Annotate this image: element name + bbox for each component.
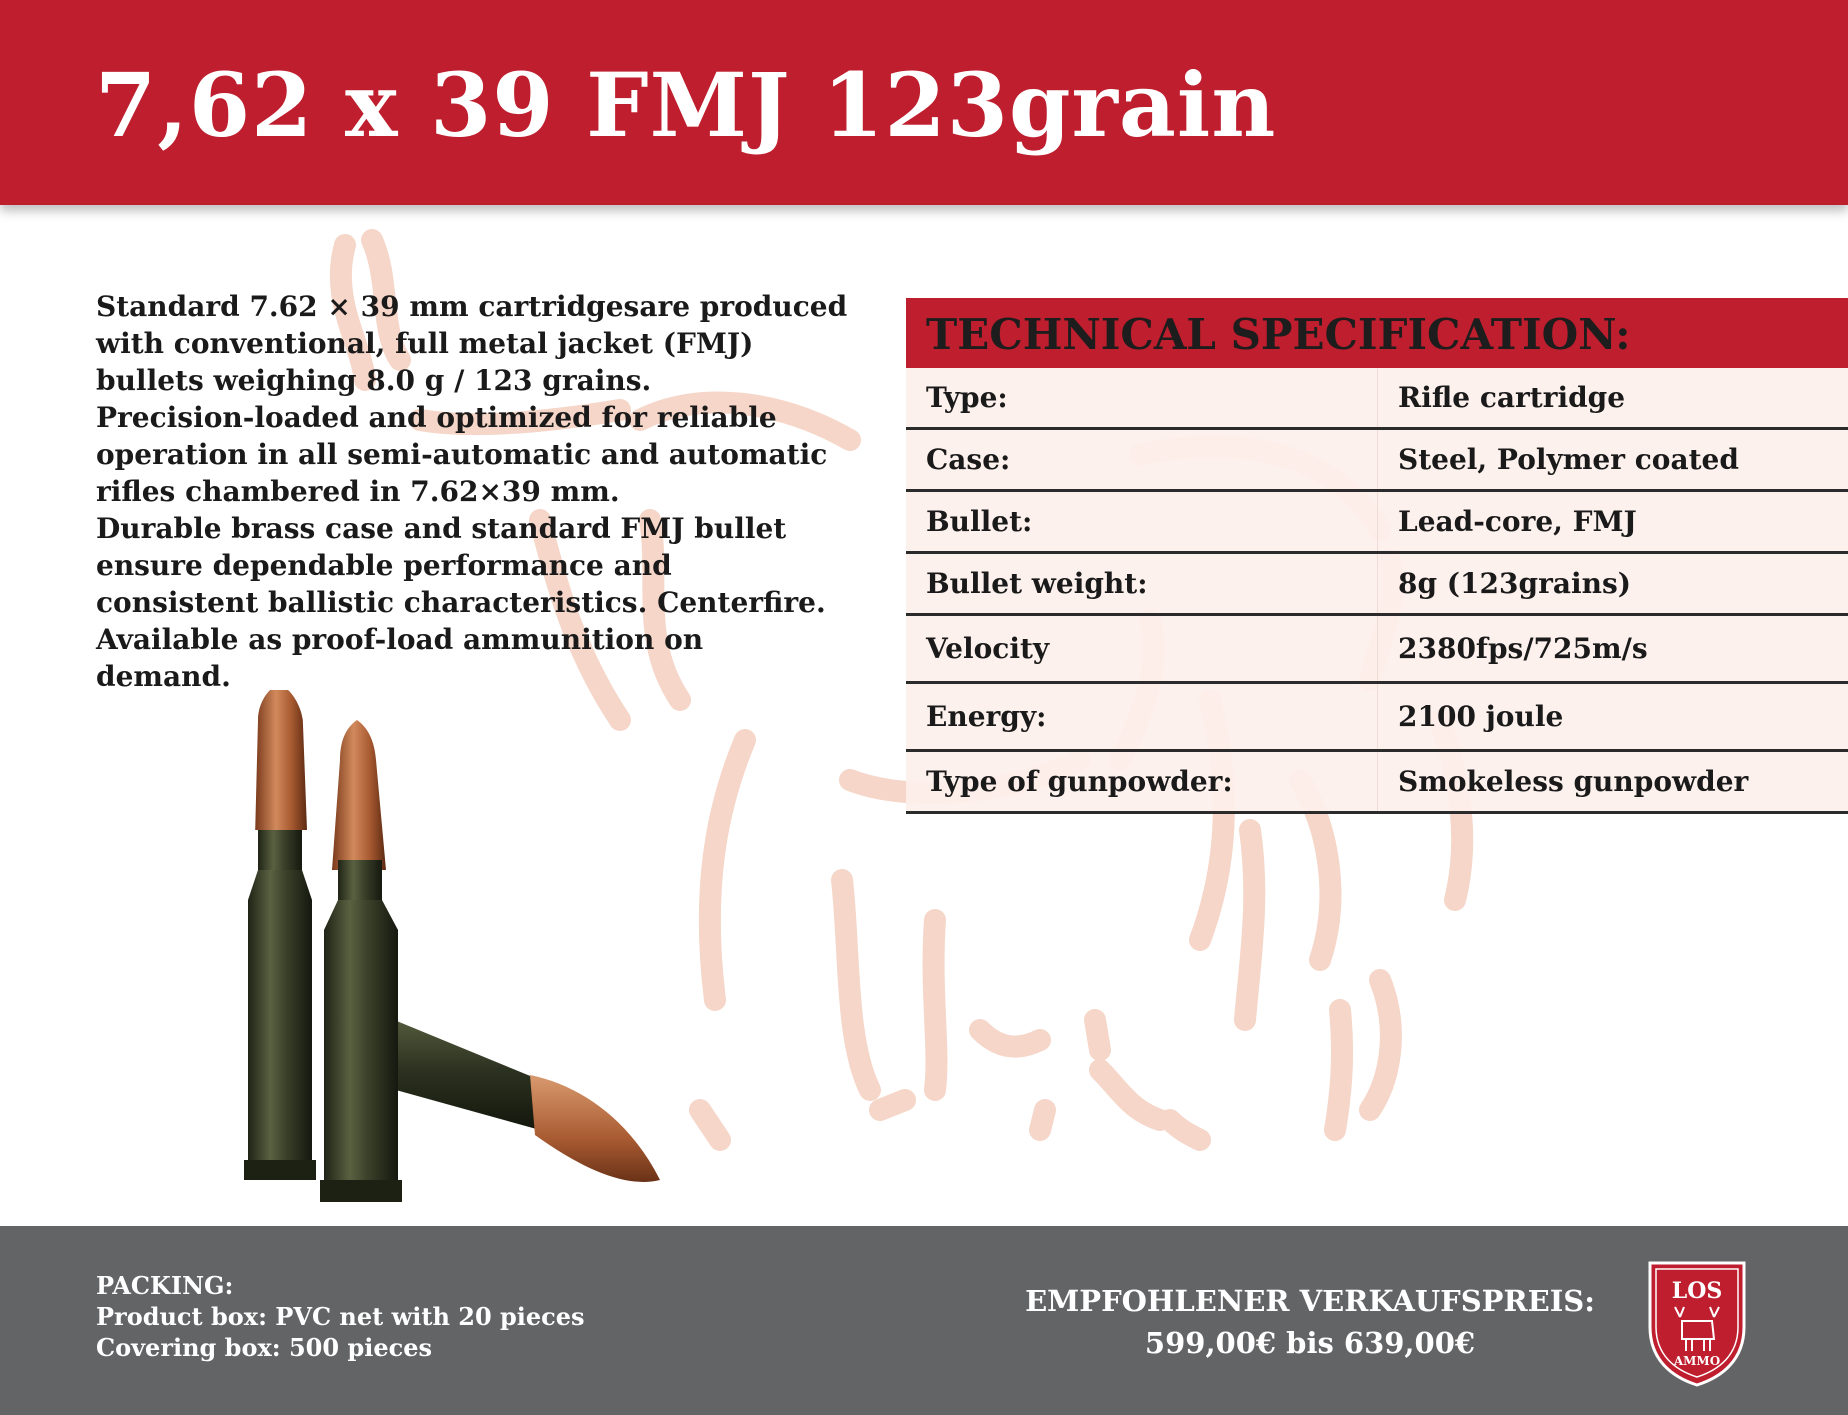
spec-row	[906, 492, 1848, 554]
cartridge-image	[240, 690, 680, 1210]
packing-info	[96, 1270, 585, 1363]
spec-label: Bullet weight:	[906, 554, 1378, 613]
spec-label: Type of gunpowder:	[906, 752, 1378, 811]
description-line: Available as proof-load ammunition on	[96, 623, 704, 656]
page-title: 7,62 x 39 FMJ 123grain	[95, 53, 1277, 157]
spec-label: Case:	[906, 430, 1378, 489]
spec-value: Smokeless gunpowder	[1398, 765, 1749, 798]
description-line: with conventional, full metal jacket (FMJ)	[96, 327, 754, 360]
spec-value: Rifle cartridge	[1398, 381, 1626, 414]
description-line: operation in all semi-automatic and automatic	[96, 438, 828, 471]
spec-row	[906, 368, 1848, 430]
spec-row	[906, 616, 1848, 684]
description-line: Precision-loaded and optimized for reliable	[96, 401, 777, 434]
spec-value: 8g (123grains)	[1398, 567, 1631, 600]
spec-value: 2380fps/725m/s	[1398, 632, 1648, 665]
price-label: EMPFOHLENER VERKAUFSPREIS:	[1025, 1284, 1595, 1318]
spec-row	[906, 684, 1848, 752]
spec-value: 2100 joule	[1398, 700, 1564, 733]
description-line: rifles chambered in 7.62×39 mm.	[96, 475, 620, 508]
price-range: 599,00€ bis 639,00€	[1144, 1326, 1476, 1360]
spec-title: TECHNICAL SPECIFICATION:	[906, 298, 1848, 368]
technical-specification-table	[906, 298, 1848, 814]
spec-row	[906, 752, 1848, 814]
description-line: Durable brass case and standard FMJ bullet	[96, 512, 787, 545]
description-line: Standard 7.62 × 39 mm cartridgesare produced	[96, 290, 848, 323]
description-line: bullets weighing 8.0 g / 123 grains.	[96, 364, 652, 397]
product-description	[96, 288, 866, 695]
spec-row	[906, 430, 1848, 492]
covering-box-text: Covering box: 500 pieces	[96, 1333, 432, 1362]
spec-label: Bullet:	[906, 492, 1378, 551]
product-box-text: Product box: PVC net with 20 pieces	[96, 1302, 585, 1331]
los-ammo-logo	[1642, 1255, 1752, 1387]
spec-value: Steel, Polymer coated	[1398, 443, 1739, 476]
spec-value: Lead-core, FMJ	[1398, 505, 1637, 538]
recommended-price	[930, 1280, 1690, 1364]
spec-label: Type:	[906, 368, 1378, 427]
logo-top-text: LOS	[1671, 1278, 1723, 1304]
spec-row	[906, 554, 1848, 616]
spec-label: Energy:	[906, 684, 1378, 749]
logo-bottom-text: AMMO	[1673, 1354, 1721, 1368]
title-banner	[0, 0, 1848, 205]
packing-heading: PACKING:	[96, 1271, 234, 1300]
description-line: demand.	[96, 660, 231, 693]
description-line: ensure dependable performance and	[96, 549, 672, 582]
spec-label: Velocity	[906, 616, 1378, 681]
description-line: consistent ballistic characteristics. Centerfire.	[96, 586, 826, 619]
